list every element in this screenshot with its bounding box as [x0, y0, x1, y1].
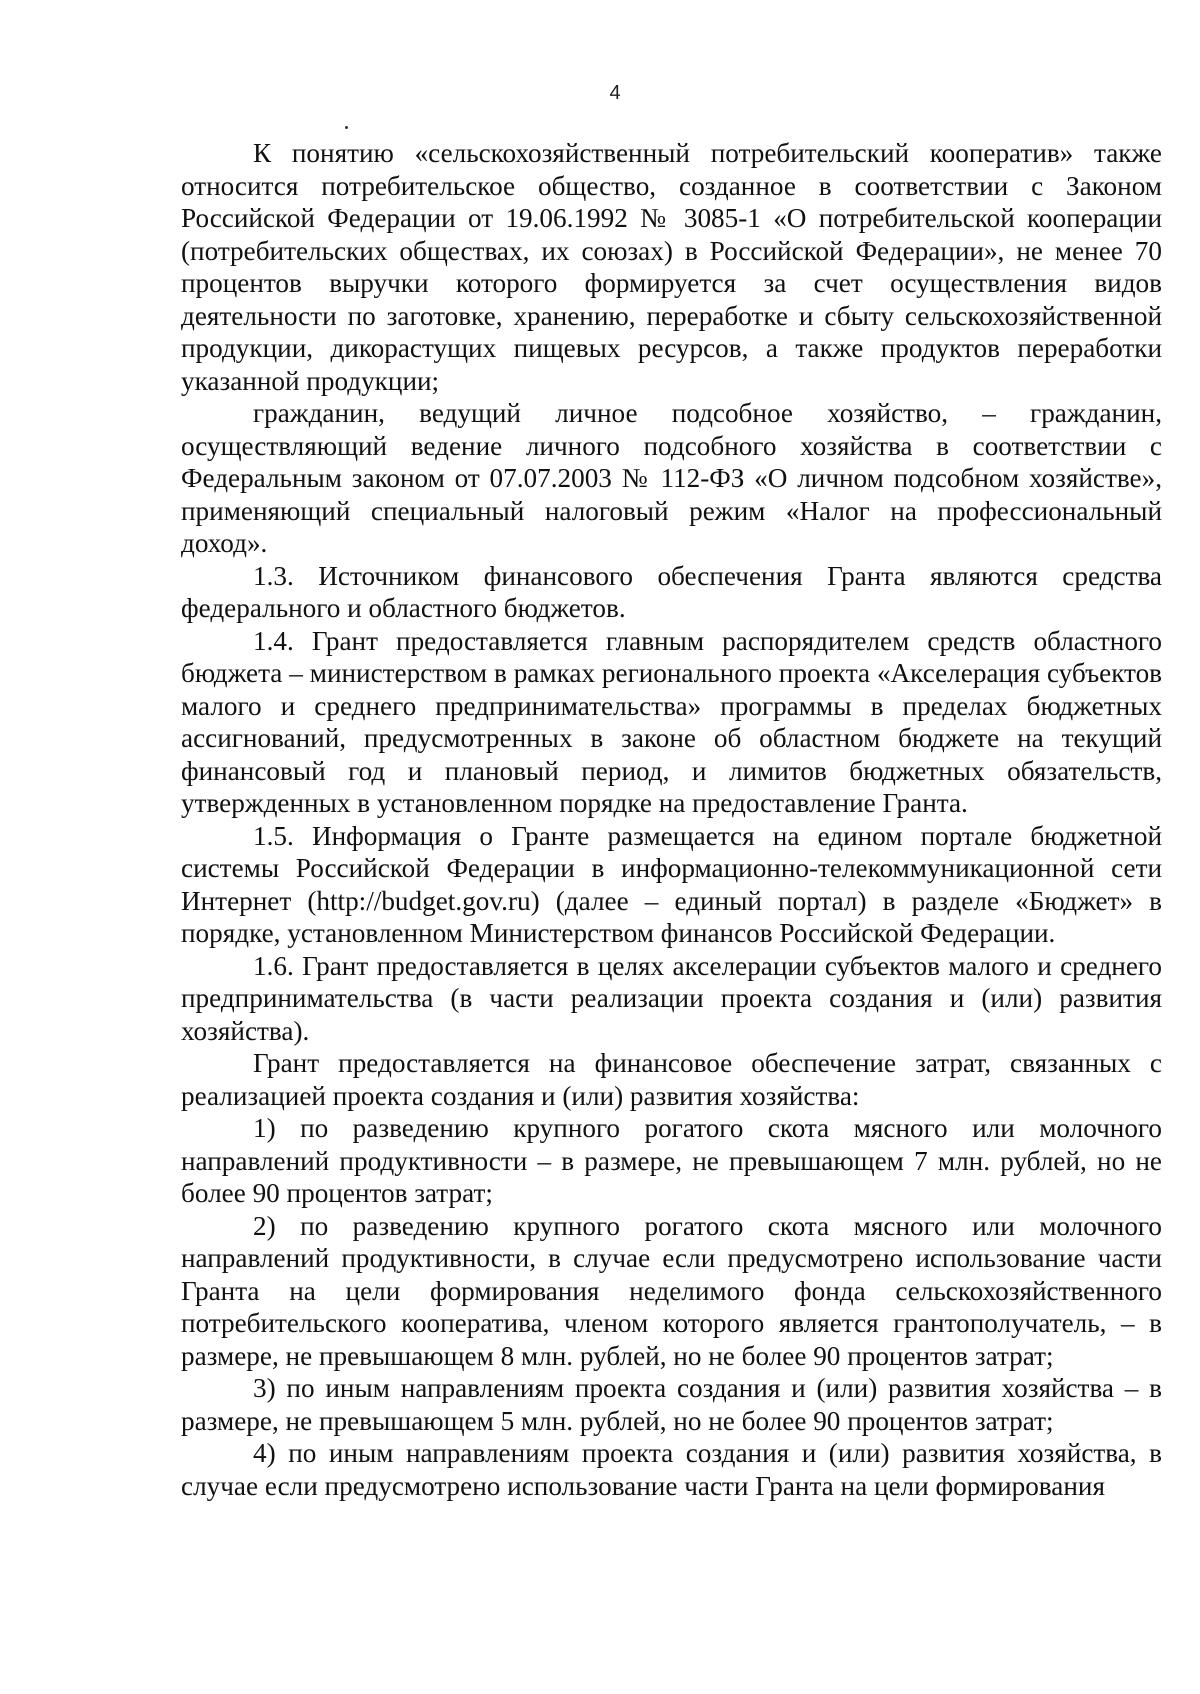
paragraph-1-5: 1.5. Информация о Гранте размещается на едином портале бюджетной системы Российской Федерации в информационно-телекоммуникационной сети Интернет (http://budget.gov.ru) (далее – единый портал) в разделе «Бюджет» в порядке, установленном Министерством финансов Российской Федерации. [181, 820, 1162, 948]
paragraph-cooperative-definition: К понятию «сельскохозяйственный потребительский кооператив» также относится потребительское общество, созданное в соответствии с Законом Российской Федерации от 19.06.1992 № 3085-1 «О потребительской кооперации (потребительских обществах, их союзах) в Российской Федерации», не менее 70 процентов выручки которого формируется за счет осуществления видов деятельности по заготовке, хранению, переработке и сбыту сельскохозяйственной продукции, дикорастущих пищевых ресурсов, а также продуктов переработки указанной продукции; [181, 138, 1162, 396]
scan-speck [345, 126, 348, 129]
paragraph-1-4: 1.4. Грант предоставляется главным распорядителем средств областного бюджета – министерством в рамках регионального проекта «Акселерация субъектов малого и среднего предпринимательства» программы в пределах бюджетных ассигнований, предусмотренных в законе об областном бюджете на текущий финансовый год и плановый период, и лимитов бюджетных обязательств, утвержденных в установленном порядке на предоставление Гранта. [181, 625, 1162, 818]
paragraph-1-6: 1.6. Грант предоставляется в целях акселерации субъектов малого и среднего предпринимательства (в части реализации проекта создания и (или) развития хозяйства). [181, 950, 1162, 1046]
page-number: 4 [609, 82, 621, 104]
list-item-4: 4) по иным направлениям проекта создания и (или) развития хозяйства, в случае если предусмотрено использование части Гранта на цели формирования [181, 1438, 1162, 1501]
paragraph-grant-costs: Грант предоставляется на финансовое обеспечение затрат, связанных с реализацией проекта создания и (или) развития хозяйства: [181, 1048, 1162, 1111]
list-item-2: 2) по разведению крупного рогатого скота мясного или молочного направлений продуктивности, в случае если предусмотрено использование части Гранта на цели формирования неделимого фонда сельскохозяйственного потребительского кооператива, членом которого является грантополучатель, – в размере, не превышающем 8 млн. рублей, но не более 90 процентов затрат; [181, 1210, 1162, 1371]
paragraph-citizen-definition: гражданин, ведущий личное подсобное хозяйство, – гражданин, осуществляющий ведение личного подсобного хозяйства в соответствии с Федеральным законом от 07.07.2003 № 112-ФЗ «О личном подсобном хозяйстве», применяющий специальный налоговый режим «Налог на профессиональный доход». [181, 398, 1162, 558]
paragraph-1-3: 1.3. Источником финансового обеспечения Гранта являются средства федерального и областного бюджетов. [181, 560, 1162, 623]
list-item-1: 1) по разведению крупного рогатого скота мясного или молочного направлений продуктивности – в размере, не превышающем 7 млн. рублей, но не более 90 процентов затрат; [181, 1113, 1162, 1208]
list-item-3: 3) по иным направлениям проекта создания и (или) развития хозяйства – в размере, не превышающем 5 млн. рублей, но не более 90 процентов затрат; [181, 1373, 1162, 1436]
document-body [181, 137, 1162, 1502]
